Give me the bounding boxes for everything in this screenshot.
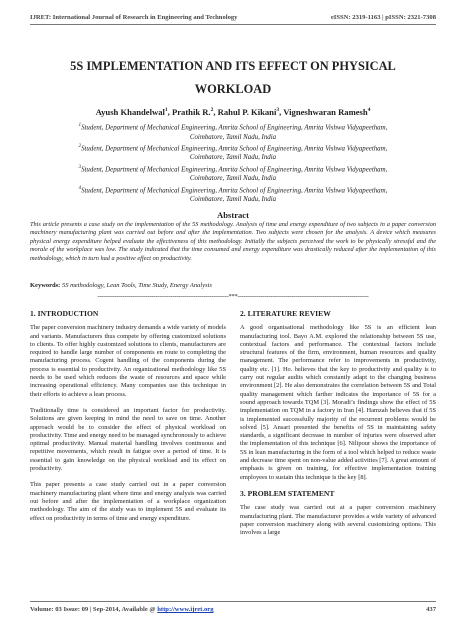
page-number: 437 <box>426 606 436 613</box>
author-2: Prathik R.$^2$, <box>171 107 218 117</box>
author-list <box>30 107 436 117</box>
section-heading-introduction: 1. INTRODUCTION <box>30 309 99 318</box>
header-rule <box>30 24 436 25</box>
left-column <box>30 310 226 531</box>
abstract-text: This article presents a case study on the implementation of the 5S methodology. Analysis of time and energy expenditure of two subjects in a paper conversion machinery manufacturing plant was carried out before and after the implementation. Two subjects were chosen for the analysis. A device which measures physical energy expenditure helped evaluate the effectiveness of this methodology. Initially the subjects perceived the work to be physically stressful and the morale of the workplace was low. The study indicated that the time consumed and energy expenditure was drastically reduced after the implementation of this methodology, which in turn had a positive effect on productivity. <box>30 221 436 262</box>
problem-paragraph-1: The case study was carried out at a paper conversion machinery manufacturing plant. The manufacturer provides a wide variety of advanced paper conversion machinery along with several customizing options. This involves a large <box>240 504 436 537</box>
keywords-label: Keywords: <box>30 282 61 289</box>
affiliations <box>30 121 436 205</box>
keywords <box>30 282 436 289</box>
review-paragraph-1: A good organisational methodology like 5S is an efficient lean manufacturing tool. Bayo A.M. explored the relationship between 5S use, contextual factors and performance. The contextual factors include structural features of the firm, environment, human resources and quality management. The performance refer to improvements in productivity, quality etc. [1]. Ho. believes that the key to productivity and quality is to carry out regular audits which constantly adapt to the changing business environment [2]. He also demonstrates the correlation between 5S and Total quality management which farther indicates the importance of 5S for a sound approach towards TQM [3]. Moradi’s findings show the effect of 5S implementation on TQM in a factory in Iran [4]. Hamzah believes that if 5S is implemented successfully majority of the recurrent problems would be solved [5]. Ansari presented the benefits of 5S in maintaining safety standards, a significant decrease in number of injuries were observed after the implementation of this technique [6]. Nilipour shows the importance of 5S in lean manufacturing in the form of a tool which helped to reduce waste and decrease time spent on non-value added activities [7]. A great amount of emphasis is given on training, for effective implementation training employees to sustain this technique is the key [8]. <box>240 324 436 481</box>
affiliation-1: $^1$Student, Department of Mechanical Engineering, Amrita School of Engineering, Amrita Vishwa Vidyapeetham, Coimbatore, Tamil Nadu, India <box>78 123 388 141</box>
issue-info: Volume: 03 Issue: 09 | Sep-2014, Available @ http://www.ijret.org <box>30 606 214 613</box>
footer-rule <box>30 601 436 602</box>
title-line-2: WORKLOAD <box>194 82 272 96</box>
author-1: Ayush Khandelwal$^1$, <box>95 107 172 117</box>
running-footer <box>30 606 436 613</box>
journal-link[interactable]: http://www.ijret.org <box>157 606 214 613</box>
abstract-heading: Abstract <box>217 210 249 220</box>
issn: eISSN: 2319-1163 | pISSN: 2321-7308 <box>330 14 436 21</box>
section-heading-problem-statement: 3. PROBLEM STATEMENT <box>240 488 335 498</box>
running-header <box>30 14 436 21</box>
right-column <box>240 310 436 545</box>
journal-name: IJRET: International Journal of Research in Engineering and Technology <box>30 14 238 21</box>
affiliation-3: $^3$Student, Department of Mechanical Engineering, Amrita School of Engineering, Amrita Vishwa Vidyapeetham, Coimbatore, Tamil Nadu, India <box>78 164 388 183</box>
affiliation-2: $^2$Student, Department of Mechanical Engineering, Amrita School of Engineering, Amrita Vishwa Vidyapeetham, Coimbatore, Tamil Nadu, India <box>78 143 388 162</box>
section-heading-literature-review: 2. LITERATURE REVIEW <box>240 309 331 318</box>
intro-paragraph-2: Traditionally time is considered an important factor for productivity. Solutions are given keeping in mind the need to save on time. Another approach would be to consider the effect of physical workload on productivity. Time and energy need to be managed synchronously to achieve optimal productivity. Manual material handling involves continuous and repetitive movements, which result in fatigue over a period of time. It is essential to gain knowledge on the physical workload and its effect on productivity. <box>30 406 226 473</box>
intro-paragraph-1: The paper conversion machinery industry demands a wide variety of models and variants. Manufacturers thus compete by offering customized solutions to clients. To offer highly customized solutions to clients, manufacturers are required to handle large number of components en route to completing the manufacturing process. Cogent handling of the components during the process is essential to productivity. An organizational methodology like 5S needs to be used which reduces the waste of resources and space while increasing operational efficiency. Many companies use this technique in their efforts to achieve a lean process. <box>30 324 226 398</box>
author-3: Rahul P. Kikani$^3$, <box>217 107 284 117</box>
title-line-1: 5S IMPLEMENTATION AND ITS EFFECT ON PHYSICAL <box>70 59 396 73</box>
section-separator: --------------------------------------------------------------------***-------------------------------------------------------------------- <box>97 293 369 300</box>
author-4: Vigneshwaran Ramesh$^4$ <box>283 107 371 117</box>
keywords-text: 5S methodology, Lean Tools, Time Study, Energy Analysis <box>61 282 212 289</box>
paper-title <box>30 55 436 101</box>
affiliation-4: $^4$Student, Department of Mechanical Engineering, Amrita School of Engineering, Amrita Vishwa Vidyapeetham, Coimbatore, Tamil Nadu, India <box>78 185 388 204</box>
intro-paragraph-3: This paper presents a case study carried out in a paper conversion machinery manufacturing plant where time and energy analysis was carried out before and after the implementation of a workplace organization methodology. The aim of the study was to implement 5S and evaluate its effect on productivity in terms of time and energy expenditure. <box>30 481 226 522</box>
